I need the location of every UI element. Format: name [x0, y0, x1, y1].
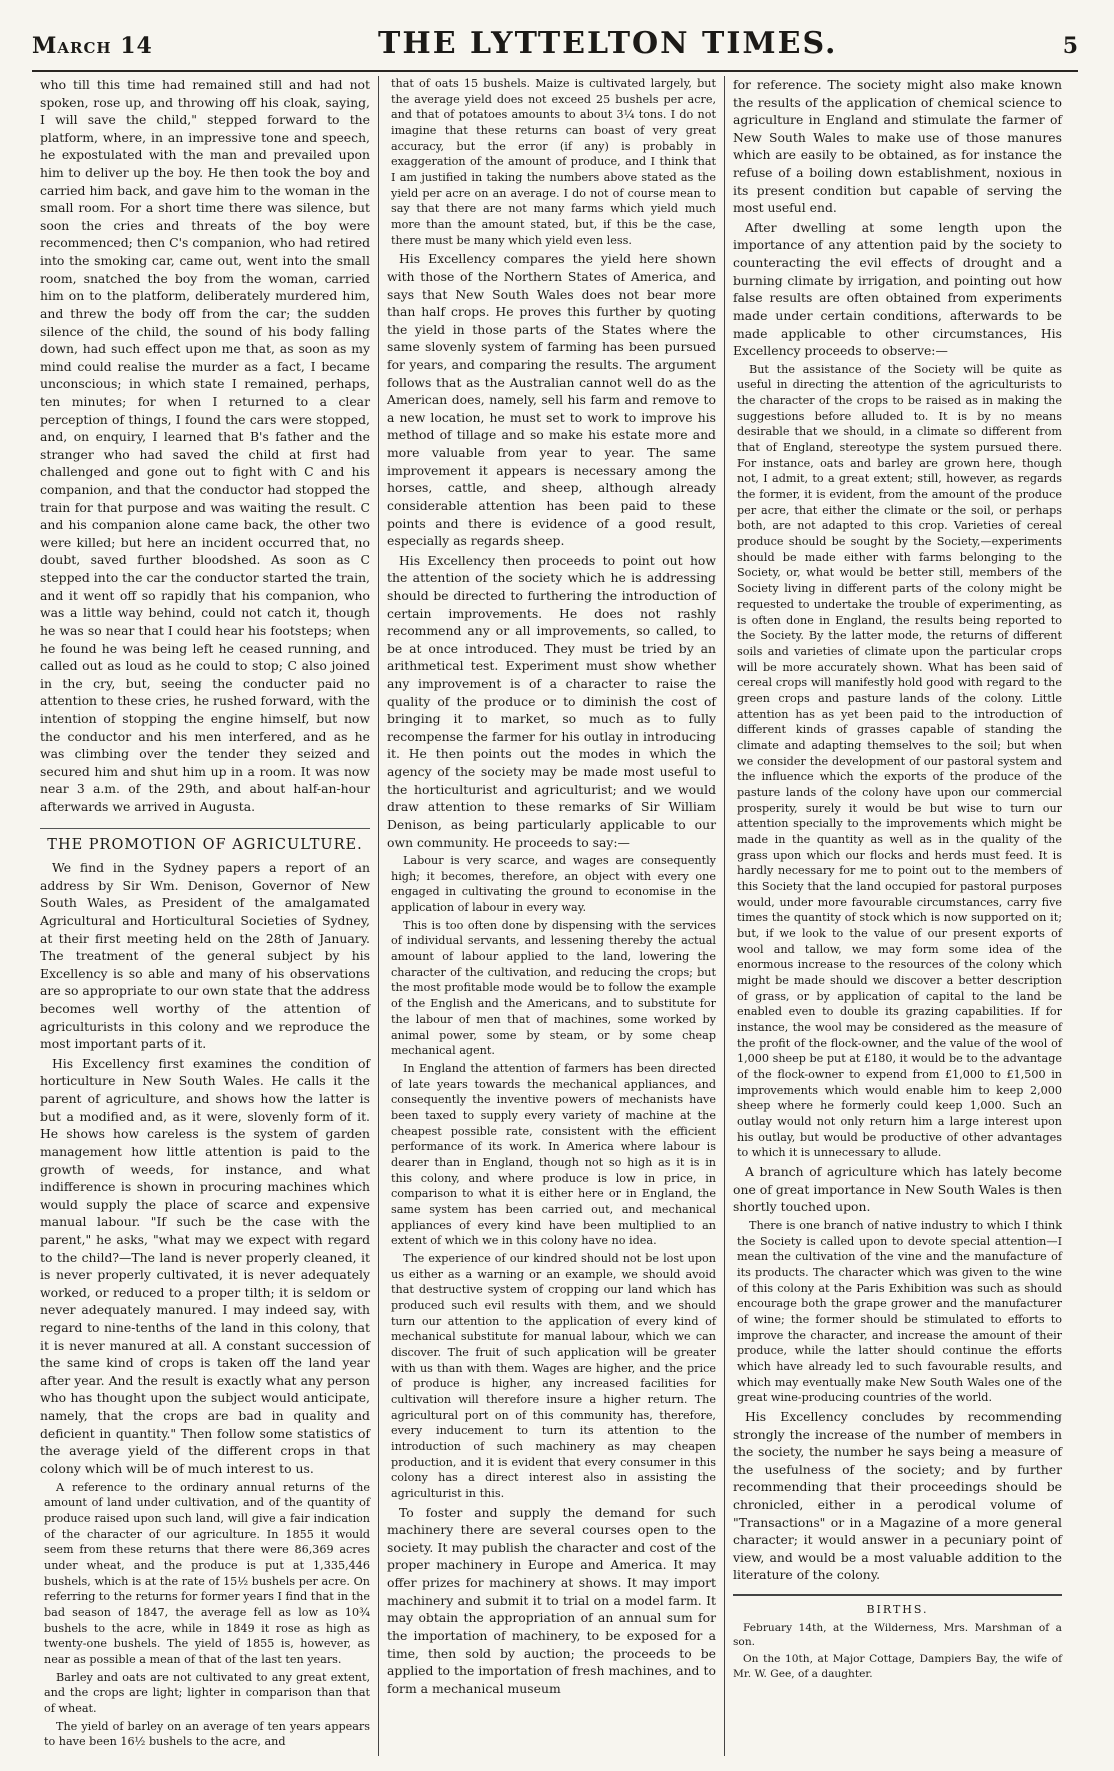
quoted-paragraph: Labour is very scarce, and wages are consequently high; it becomes, therefore, an object with every one engaged in cultivating the ground to economise in the application of labour in every way.: [391, 854, 716, 915]
birth-notice: On the 10th, at Major Cottage, Dampiers Bay, the wife of Mr. W. Gee, of a daughter.: [733, 1653, 1062, 1681]
birth-notice: February 14th, at the Wilderness, Mrs. Marshman of a son.: [733, 1621, 1062, 1649]
column-1: [32, 76, 378, 1756]
births-heading: BIRTHS.: [733, 1594, 1062, 1618]
page-number: 5: [1062, 33, 1078, 59]
article-paragraph: His Excellency concludes by recommending strongly the increase of the number of members in the society, the number he says being a measure of the usefulness of the society; and by further recommending that their proceedings should be chronicled, either in a perodical volume of "Transactions" or in a Magazine of a more general character; it would answer in a pecuniary point of view, and would be a most valuable addition to the literature of the colony.: [733, 1408, 1062, 1583]
article-paragraph: After dwelling at some length upon the importance of any attention paid by the society to counteracting the evil effects of drought and a burning climate by irrigation, and pointing out how false results are often obtained from experiments made under certain conditions, afterwards to be made applicable to other circumstances, His Excellency proceeds to observe:—: [733, 219, 1062, 359]
quoted-paragraph: In England the attention of farmers has been directed of late years towards the mechanical appliances, and consequently the inventive powers of mechanists have been taxed to supply every variety of machine at the cheapest possible rate, consistent with the efficient performance of its work. In America where labour is dearer than in England, though not so high as it is in this colony, and where produce is low in price, in comparison to what it is either here or in England, the same system has been carried out, and mechanical appliances of every kind have been multiplied to an extent of which we in this colony have no idea.: [391, 1061, 716, 1248]
article-paragraph: To foster and supply the demand for such machinery there are several courses open to the society. It may publish the character and cost of the proper machinery in Europe and America. It may offer prizes for machinery at shows. It may import machinery and submit it to trial on a model farm. It may obtain the appropriation of an annual sum for the importation of machinery, to be exposed for a time, then sold by auction; the proceeds to be applied to the importation of fresh machines, and to form a mechanical museum: [387, 1504, 716, 1696]
quoted-paragraph: There is one branch of native industry to which I think the Society is called upon to devote special attention—I mean the cultivation of the vine and the manufacture of its products. The character which was given to the wine of this colony at the Paris Exhibition was such as should encourage both the grape grower and the manufacturer of wine; the former should be stimulated to efforts to improve the character, and increase the amount of their produce, while the latter should continue the efforts which have already led to such favourable results, and which may eventually make New South Wales one of the great wine-producing countries of the world.: [737, 1218, 1062, 1405]
article-paragraph: His Excellency first examines the condition of horticulture in New South Wales. He calls it the parent of agriculture, and shows how the latter is but a modified and, as it were, slovenly form of it. He shows how careless is the system of garden management how little attention is paid to the growth of weeds, for instance, and what indifference is shown in procuring machines which would supply the place of scarce and expensive manual labour. "If such be the case with the parent," he asks, "what may we expect with regard to the child?—The land is never properly cleaned, it is never properly cultivated, it is never adequately worked, or reduced to a proper tilth; it is seldom or never adequately manured. I may indeed say, with regard to nine-tenths of the land in this colony, that it is never manured at all. A constant succession of the same kind of crops is taken off the land year after year. And the result is exactly what any person who has thought upon the subject would anticipate, namely, that the crops are bad in quality and deficient in quantity." Then follow some statistics of the average yield of the different crops in that colony which will be of much interest to us.: [40, 1055, 370, 1476]
newspaper-title: THE LYTTELTON TIMES.: [378, 26, 838, 61]
masthead: [32, 26, 1078, 72]
quoted-paragraph: The yield of barley on an average of ten years appears to have been 16½ bushels to the acre, and: [44, 1719, 370, 1749]
quoted-paragraph: A reference to the ordinary annual returns of the amount of land under cultivation, and of the quantity of produce raised upon such land, will give a fair indication of the character of our agriculture. In 1855 it would seem from these returns that there were 86,369 acres under wheat, and the produce is put at 1,335,446 bushels, which is at the rate of 15½ bushels per acre. On referring to the returns for former years I find that in the bad season of 1847, the average fell as low as 10¾ bushels to the acre, while in 1849 it rose as high as twenty-one bushels. The yield of 1855 is, however, as near as possible a mean of that of the last ten years.: [44, 1480, 370, 1666]
article-heading: THE PROMOTION OF AGRICULTURE.: [40, 828, 370, 856]
quoted-paragraph: But the assistance of the Society will be quite as useful in directing the attention of the agriculturists to the character of the crops to be raised as in making the suggestions before alluded to. It is by no means desirable that we should, in a climate so different from that of England, stereotype the system pursued there. For instance, oats and barley are grown here, though not, I admit, to a great extent; still, however, as regards the former, it is evident, from the amount of the produce per acre, that either the climate or the soil, or perhaps both, are not adapted to this crop. Varieties of cereal produce should be sought by the Society,—experiments should be made either with farms belonging to the Society, or, what would be better still, members of the Society living in different parts of the colony might be requested to undertake the trouble of experimenting, as is often done in England, the results being reported to the Society. By the latter mode, the returns of different soils and varieties of climate upon the particular crops will be more accurately shown. What has been said of cereal crops will manifestly hold good with regard to the green crops and pasture lands of the colony. Little attention has as yet been paid to the introduction of different kinds of grasses capable of standing the climate and adapting themselves to the soil; but when we consider the development of our pastoral system and the influence which the exports of the produce of the pasture lands of the colony have upon our commercial prosperity, surely it would be but wise to turn our attention specially to the improvements which might be made in the quantity as well as in the quality of the grass upon which our flocks and herds must feed. It is hardly necessary for me to point out to the members of this Society that the land occupied for pastoral purposes would, under more favourable circumstances, carry five times the quantity of stock which is now supported on it; but, if we look to the value of our present exports of wool and tallow, we may form some idea of the enormous increase to the resources of the colony which might be made should we discover a better description of grass, or by application of capital to the land be enabled even to double its grazing capabilities. If for instance, the wool may be considered as the measure of the profit of the flock-owner, and the value of the wool of 1,000 sheep be put at £180, it would be to the advantage of the flock-owner to expend from £1,000 to £1,500 in improvements which would enable him to keep 2,000 sheep where he formerly could keep 1,000. Such an outlay would not only return him a large interest upon his outlay, but would be productive of other advantages to which it is unnecessary to allude.: [737, 362, 1062, 1160]
article-paragraph: His Excellency then proceeds to point out how the attention of the society which he is addressing should be directed to furthering the introduction of certain improvements. He does not rashly recommend any or all improvements, so called, to be at once introduced. They must be tried by an arithmetical test. Experiment must show whether any improvement is of a character to raise the quality of the produce or to diminish the cost of bringing it to market, so much as to fully recompense the farmer for his outlay in introducing it. He then points out the modes in which the agency of the society may be made most useful to the horticulturist and agriculturist; and we would draw attention to these remarks of Sir William Denison, as being particularly applicable to our own community. He proceeds to say:—: [387, 552, 716, 850]
article-paragraph: A branch of agriculture which has lately become one of great importance in New South Wales is then shortly touched upon.: [733, 1164, 1062, 1215]
issue-date: March 14: [32, 33, 153, 59]
quoted-paragraph: The experience of our kindred should not be lost upon us either as a warning or an example, we should avoid that destructive system of cropping our land which has produced such evil results with them, and we should turn our attention to the application of every kind of mechanical substitute for manual labour, which we can discover. The fruit of such application will be greater with us than with them. Wages are higher, and the price of produce is higher, any increased facilities for cultivation will therefore insure a higher return. The agricultural port on of this community has, therefore, every inducement to turn its attention to the introduction of such machinery as may cheapen production, and it is evident that every consumer in this colony has a direct interest also in assisting the agriculturist in this.: [391, 1251, 716, 1500]
quoted-paragraph: that of oats 15 bushels. Maize is cultivated largely, but the average yield does not exceed 25 bushels per acre, and that of potatoes amounts to about 3¼ tons. I do not imagine that these returns can boast of very great accuracy, but the error (if any) is probably in exaggeration of the amount of produce, and I think that I am justified in taking the numbers above stated as the yield per acre on an average. I do not of course mean to say that there are not many farms which yield much more than the amount stated, but, if this be the case, there must be many which yield even less.: [391, 77, 716, 247]
article-paragraph: for reference. The society might also make known the results of the application of chemical science to agriculture in England and stimulate the farmer of New South Wales to make use of those manures which are easily to be obtained, as for instance the refuse of a boiling down establishment, noxious in its present condition but capable of serving the most useful end.: [733, 77, 1062, 216]
article-paragraph: We find in the Sydney papers a report of an address by Sir Wm. Denison, Governor of New South Wales, as President of the amalgamated Agricultural and Horticultural Societies of Sydney, at their first meeting held on the 28th of January. The treatment of the general subject by his Excellency is so able and many of his observations are so appropriate to our own state that the address becomes well worthy of the attention of agriculturists in this colony and we reproduce the most important parts of it.: [40, 860, 370, 1052]
article-columns: [32, 76, 1078, 1756]
column-3: [724, 76, 1070, 1756]
quoted-paragraph: This is too often done by dispensing with the services of individual servants, and lessening thereby the actual amount of labour applied to the land, lowering the character of the cultivation, and reducing the crops; but the most profitable mode would be to follow the example of the English and the Americans, and to substitute for the labour of men that of machines, some worked by animal power, some by steam, or by some cheap mechanical agent.: [391, 918, 716, 1058]
column-2: [378, 76, 724, 1756]
quoted-paragraph: Barley and oats are not cultivated to any great extent, and the crops are light; lighter in comparison than that of wheat.: [44, 1670, 370, 1715]
story-continuation-paragraph: who till this time had remained still and had not spoken, rose up, and throwing off his cloak, saying, I will save the child," stepped forward to the platform, where, in an impressive tone and speech, he expostulated with the man and prevailed upon him to deliver up the boy. He then took the boy and carried him back, and gave him to the woman in the small room. For a short time there was silence, but soon the cries and threats of the boy were recommenced; then C's companion, who had retired into the smoking car, came out, went into the small room, snatched the boy from the woman, carried him on to the platform, deliberately murdered him, and threw the body off from the car; the sudden silence of the child, the sound of his body falling down, had such effect upon me that, as soon as my mind could realise the murder as a fact, I became unconscious; in which state I remained, perhaps, ten minutes; for when I returned to a clear perception of things, I found the cars were stopped, and, on enquiry, I learned that B's father and the stranger who had saved the child at first had challenged and gone out to fight with C and his companion, and that the conductor had stopped the train for that purpose and was waiting the result. C and his companion alone came back, the other two were killed; but here an incident occurred that, no doubt, saved further bloodshed. As soon as C stepped into the car the conductor started the train, and it went off so rapidly that his companion, who was a little way behind, could not catch it, though he was so near that I could hear his footsteps; when he found he was being left he ceased running, and called out as loud as he could to stop; C also joined in the cry, but, seeing the conducter paid no attention to these cries, he rushed forward, with the intention of stopping the engine himself, but now the conductor and his men interfered, and as he was climbing over the tender they seized and secured him and shut him up in a room. It was now near 3 a.m. of the 29th, and about half-an-hour afterwards we arrived in Augusta.: [40, 77, 370, 814]
article-paragraph: His Excellency compares the yield here shown with those of the Northern States of America, and says that New South Wales does not bear more than half crops. He proves this further by quoting the yield in those parts of the States where the same slovenly system of farming has been pursued for years, and comparing the results. The argument follows that as the Australian cannot well do as the American does, namely, sell his farm and remove to a new location, he must set to work to improve his method of tillage and so make his estate more and more valuable from year to year. The same improvement it appears is necessary among the horses, cattle, and sheep, although already considerable attention has been paid to these points and there is evidence of a good result, especially as regards sheep.: [387, 251, 716, 549]
